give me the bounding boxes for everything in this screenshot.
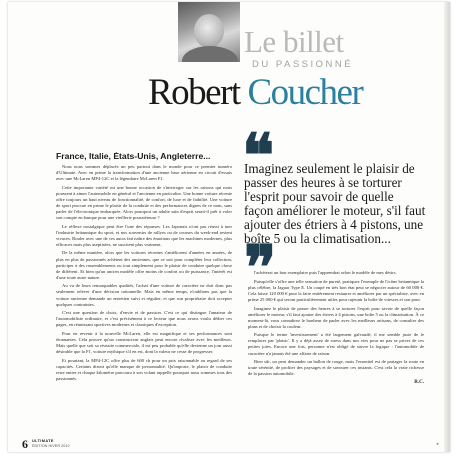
author-face: [194, 14, 224, 48]
author-last-name: Coucher: [247, 72, 363, 113]
author-name: [148, 74, 362, 111]
column-title: Le billet: [244, 24, 344, 59]
author-photo: [178, 2, 240, 62]
article-body: [56, 164, 232, 382]
pull-quote: Imaginez seulement le plaisir de passer des heures à se torturer l'esprit pour savoir de quelle façon améliorer le moteur, s'il faut ajouter des étriers à 4 pistons, une boîte 5 ou la climatisation...: [244, 161, 426, 246]
article-paragraph: Bien sûr, on peut demander un ballon de rouge, mais l'essentiel est de partager la route en toute sérénité, de profiter des paysages et de savourer ces instants. C'est cela la vraie richesse de la passion automobile.: [248, 359, 424, 377]
article-paragraph: Puisqu'elle s'offre une telle sensation de pureté, pratiquez l'exemple de l'icône britannique la plus célèbre, la Jaguar Type E. Un coupé en très bon état peut se négocier autour de 60 000 €. Cela laisse 120 000 € pour la faire entièrement restaurer et améliorer par un spécialiste, avec en prime 25 000 € qui seront particulièrement utiles pour rajeunir la boîte de vitesses et son pont.: [248, 278, 424, 302]
footer-issue: ÉDITION HIVER 2012: [32, 443, 70, 448]
article-paragraph: Et pourtant, la MP4-12C offre plus de 600 ch pour un prix raisonnable au regard de ses capacités. Certains diront qu'elle manque de personnalité. Qu'importe, le plaisir de conduite reste entier et chaque kilomètre parcouru à son volant rappelle pourquoi nous sommes tous des passionnés.: [56, 357, 232, 382]
page-number: 6: [22, 437, 28, 451]
article-paragraph: Cette importante variété est une bonne occasion de s'interroger sur les raisons qui nous poussent à aimer l'automobile en général et l'ancienne en particulier. Une bonne voiture récente offre toujours un haut niveau de fonctionnalité, de confort, de luxe et de fiabilité. Une voiture de sport procure en prime le plaisir de la conduite et des performances dignes de ce nom, sans parler de l'électronique embarquée. Alors pourquoi un adulte sain d'esprit serait-il prêt à voler son compte en banque pour une vieillerie poussiéreuse ?: [56, 184, 232, 220]
author-shoulder: [182, 46, 238, 62]
author-first-name: Robert: [148, 72, 240, 113]
article-column-right: [248, 270, 424, 442]
article-intro: France, Italie, États-Unis, Angleterre...: [56, 152, 211, 161]
article-paragraph: Au vu de leurs remarquables qualités, l'achat d'une voiture de caractère ne doit donc pas seulement relever d'une décision rationnelle. Mais en même temps, n'oublions pas que la voiture ancienne demande un entretien suivi et régulier, et que son propriétaire doit accepter quelques contraintes.: [56, 283, 232, 307]
article-paragraph: De la même manière, alors que les voitures récentes s'améliorent d'années en années, de plus en plus de passionnés achètent des anciennes, que ce soit pour compléter leur collection, participer à des rassemblements ou tout simplement pour le plaisir de conduire quelque chose de différent. Et bien qu'un ancien modèle offre moins de confort ou de puissance, l'intérêt est d'une toute autre nature.: [56, 250, 232, 280]
magazine-page: [8, 2, 450, 452]
footer-magazine-info: [32, 439, 70, 448]
author-signature: R.C.: [414, 380, 424, 386]
article-paragraph: Puisque le terme 'investissement' a été largement galvaudé, il me semble juste de le remplacer par 'plaisir'. Il y a déjà assez de stress dans nos vies pour ne pas se priver de ces petites joies. Encore une fois, personne n'est obligé de suivre la logique : l'automobile de caractère n'a jamais été une affaire de raison.: [248, 332, 424, 356]
quote-close-icon: ❞: [244, 235, 271, 301]
footer-brand: ULTIMATE: [32, 439, 54, 443]
article-paragraph: C'est une question de choix, d'envie et de passion. C'est ce qui distingue l'amateur de l'automobiliste ordinaire, et c'est précisément à ce lecteur que nous avons voulu dédier ces pages, en réunissant sportives modernes et classiques d'exception.: [56, 310, 232, 328]
page-fold-shadow: [444, 2, 450, 452]
article-paragraph: Pour en revenir à la nouvelle McLaren, elle est magnifique et ses performances sont étonnantes. Cela prouve qu'un constructeur anglais peut encore rivaliser avec les meilleurs. Mais quelle que soit sa réussite commerciale, il est peu probable qu'elle devienne un jour aussi désirable que la F1, voiture mythique s'il en est, dont la valeur ne cesse de progresser.: [56, 331, 232, 355]
end-marker-icon: ►: [436, 441, 440, 446]
article-paragraph: l'achèterai un bon exemplaire puis l'apprendrai selon le modèle de mes désirs.: [254, 270, 397, 275]
article-paragraph: Imaginez le plaisir de passer des heures à se torturer l'esprit pour savoir de quelle façon améliorer le moteur, s'il faut ajouter des étriers à 4 pistons, une boîte 5 ou la climatisation. À ce moment-là, vous connaîtrez le bonheur de parler avec les meilleurs artisans, de consulter des plans et de choisir la couleur.: [248, 305, 424, 329]
article-paragraph: Nous nous sommes déplacés un peu partout dans le monde pour ce premier numéro d'Ultimate. Avec en prime la transformation d'une ancienne base aérienne en circuit d'essais avec une McLaren MP4-12C et la légendaire McLaren F1.: [56, 163, 232, 181]
article-column-left: [56, 152, 232, 442]
article-paragraph: Le réflexe nostalgique peut être l'une des réponses. Les Japonais n'ont pas réussi à tuer l'industrie britannique du sport, et nos souvenirs de rallyes ou de courses du week-end restent vivaces. Rouler avec une de ces autos fait naître des émotions que les machines modernes, plus efficaces mais plus aseptisées, ne suscitent plus vraiment.: [56, 223, 232, 247]
column-subtitle: DU PASSIONNÉ: [252, 59, 354, 70]
quote-open-icon: ❝: [242, 123, 269, 189]
